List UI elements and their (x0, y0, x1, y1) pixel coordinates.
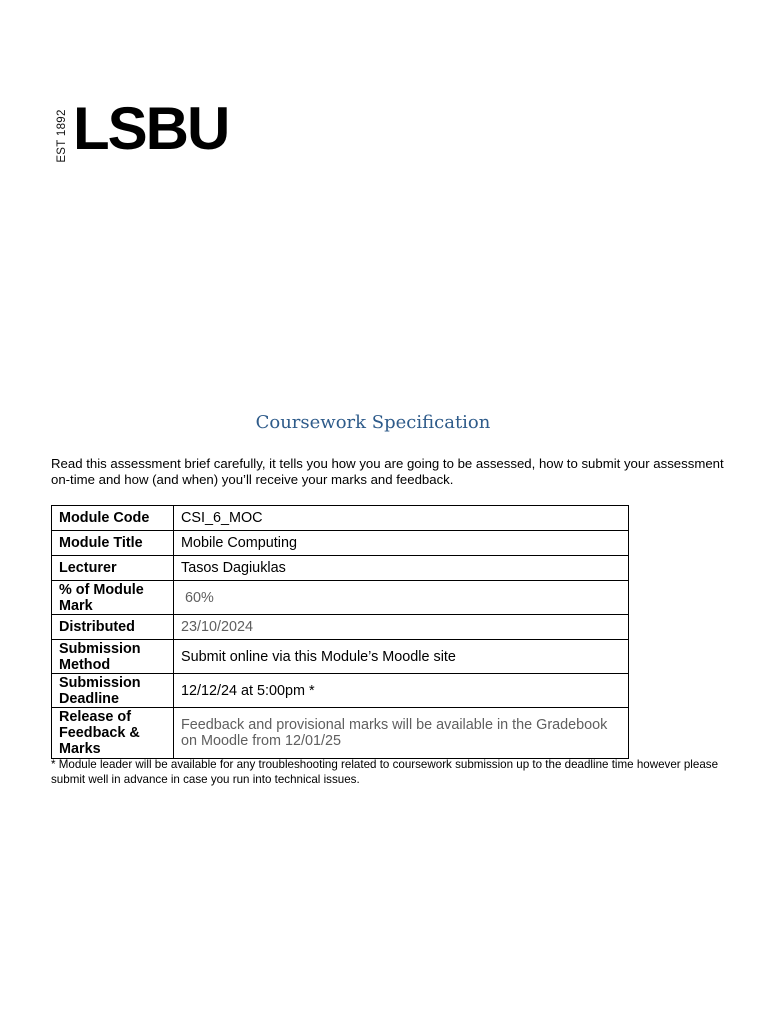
row-label: Release of Feedback & Marks (52, 708, 174, 759)
row-value: CSI_6_MOC (174, 506, 629, 531)
row-label: Module Code (52, 506, 174, 531)
coursework-details-table (51, 505, 629, 759)
document-title: Coursework Specification (255, 412, 491, 433)
table-row (52, 640, 629, 674)
row-label: Submission Method (52, 640, 174, 674)
row-value: 12/12/24 at 5:00pm * (174, 674, 629, 708)
table-row (52, 615, 629, 640)
logo-wordmark: LSBU (73, 95, 229, 162)
row-value: 23/10/2024 (174, 615, 629, 640)
row-label: Submission Deadline (52, 674, 174, 708)
deadline-footnote: * Module leader will be available for any troubleshooting related to coursework submission up to the deadline time however please submit well in advance in case you run into technical issues. (51, 758, 719, 786)
row-label: Module Title (52, 531, 174, 556)
logo-est-text: EST 1892 (56, 109, 68, 163)
row-label: Lecturer (52, 556, 174, 581)
row-label: % of Module Mark (52, 581, 174, 615)
intro-paragraph: Read this assessment brief carefully, it tells you how you are going to be assessed, how to submit your assessment on-time and how (and when) you’ll receive your marks and feedback. (51, 456, 724, 487)
row-value: Submit online via this Module’s Moodle site (174, 640, 629, 674)
row-value: Tasos Dagiuklas (174, 556, 629, 581)
table-row (52, 708, 629, 759)
row-value: 60% (174, 581, 629, 615)
table-row (52, 556, 629, 581)
row-value: Mobile Computing (174, 531, 629, 556)
table-row (52, 674, 629, 708)
table-row (52, 531, 629, 556)
row-label: Distributed (52, 615, 174, 640)
row-value: Feedback and provisional marks will be available in the Gradebook on Moodle from 12/01/25 (174, 708, 629, 759)
table-row (52, 506, 629, 531)
table-row (52, 581, 629, 615)
